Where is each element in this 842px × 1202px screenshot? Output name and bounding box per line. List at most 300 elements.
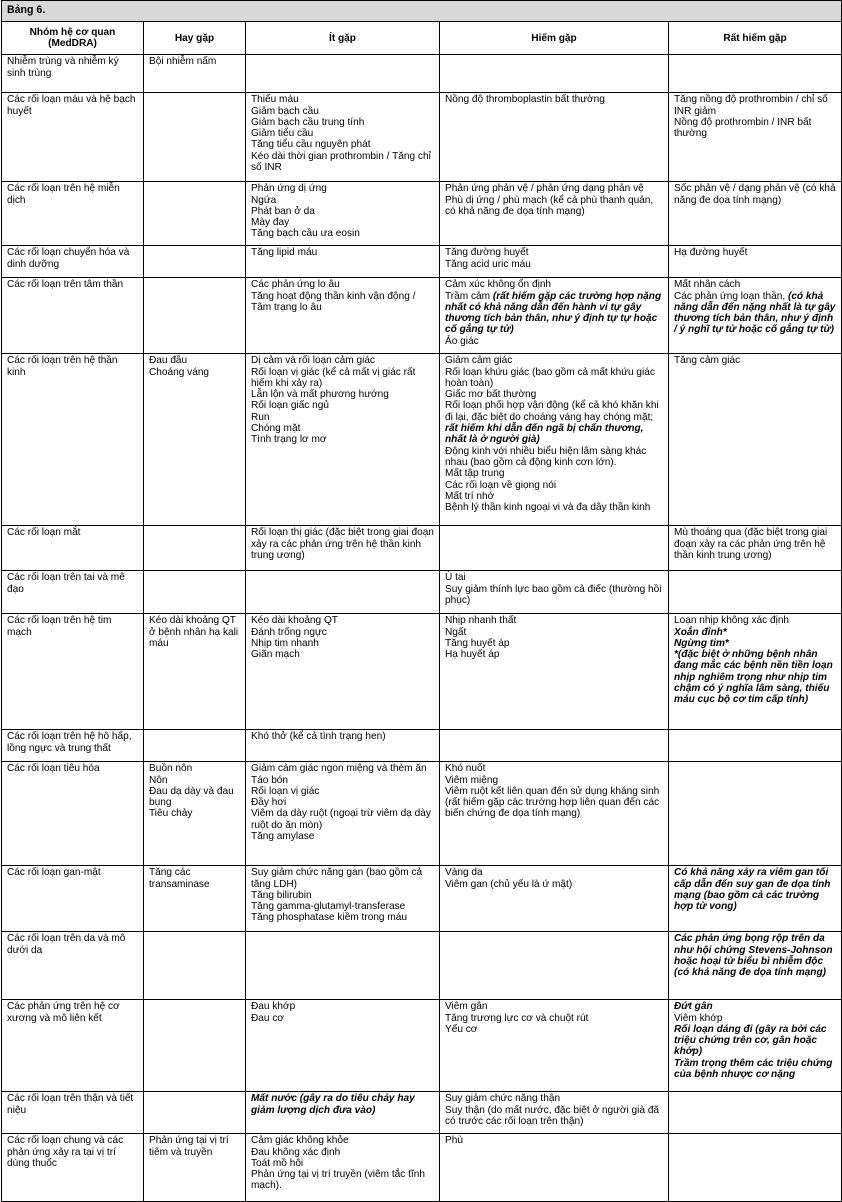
very-rare-cell — [669, 571, 842, 614]
cell-text: Các rối loạn trên hệ tim mạch — [7, 615, 112, 638]
cell-text: Tăng phosphatase kiềm trong máu — [251, 912, 407, 924]
cell-text: Cảm giác không khỏe — [251, 1135, 349, 1147]
rare-cell — [440, 1092, 669, 1134]
cell-text: Đau đầu — [149, 355, 188, 367]
cell-text: Choáng váng — [149, 366, 210, 378]
table-body — [2, 55, 842, 1202]
cell-line — [7, 1135, 138, 1169]
common-cell — [144, 1092, 246, 1134]
common-cell — [144, 526, 246, 571]
cell-text: Phát ban ở da — [251, 205, 315, 217]
cell-text: Các phản ứng lo âu — [251, 279, 340, 291]
rare-cell — [440, 762, 669, 866]
rare-cell — [440, 354, 669, 526]
cell-text: Viêm gân — [445, 1001, 488, 1013]
cell-line — [445, 763, 663, 774]
very-rare-cell — [669, 1000, 842, 1092]
cell-line — [445, 1001, 663, 1012]
cell-text: Lẫn lộn và mất phương hướng — [251, 389, 389, 401]
rare-cell — [440, 730, 669, 762]
emphasized-text: Có khả năng xảy ra viêm gan tối cấp dẫn đến suy gan đe dọa tính mạng (bao gồm cả các trường hợp tử vong) — [674, 867, 831, 913]
cell-text: Phản ứng tại vị trí truyền (viêm tắc tĩnh mạch). — [251, 1169, 425, 1192]
organ-system-cell — [2, 1000, 144, 1092]
cell-text: Tăng bilirubin — [251, 889, 312, 901]
cell-text: Phản ứng tại vị trí tiêm và truyền — [149, 1135, 229, 1158]
cell-line — [445, 355, 663, 366]
cell-text: Ù tai — [445, 572, 466, 584]
organ-system-cell — [2, 246, 144, 278]
uncommon-cell — [246, 526, 440, 571]
cell-text: Hạ đường huyết — [674, 247, 748, 259]
cell-line — [445, 446, 663, 469]
cell-text: Các phản ứng trên hệ cơ xương và mô liên kết — [7, 1001, 120, 1024]
cell-line — [445, 259, 663, 270]
cell-text: Khó nuốt — [445, 763, 486, 775]
cell-line — [674, 355, 836, 366]
very-rare-cell — [669, 278, 842, 354]
cell-line — [445, 195, 663, 218]
cell-line — [251, 797, 434, 808]
cell-line — [251, 627, 434, 638]
cell-line — [149, 786, 240, 809]
uncommon-cell — [246, 182, 440, 246]
uncommon-cell — [246, 571, 440, 614]
cell-text: Các rối loạn trên tai và mê đạo — [7, 572, 125, 595]
cell-line — [445, 480, 663, 491]
uncommon-cell — [246, 730, 440, 762]
uncommon-cell — [246, 1092, 440, 1134]
emphasized-text: Đứt gân — [674, 1001, 713, 1013]
cell-line — [445, 367, 663, 390]
rare-cell — [440, 246, 669, 278]
cell-line — [445, 572, 663, 583]
cell-text: Viêm miệng — [445, 774, 499, 786]
cell-line — [445, 502, 663, 513]
cell-line — [445, 183, 663, 194]
very-rare-cell — [669, 55, 842, 93]
header-organ-system: Nhóm hệ cơ quan (MedDRA) — [2, 22, 144, 55]
cell-text: Loạn nhịp không xác định — [674, 615, 790, 627]
table-row — [2, 55, 842, 93]
rare-cell — [440, 614, 669, 730]
cell-line — [7, 572, 138, 595]
organ-system-cell — [2, 762, 144, 866]
cell-text: Thiếu máu — [251, 94, 299, 106]
cell-line — [445, 389, 663, 400]
uncommon-cell — [246, 932, 440, 1000]
organ-system-cell — [2, 730, 144, 762]
cell-line — [445, 336, 663, 347]
table-row — [2, 182, 842, 246]
very-rare-cell — [669, 93, 842, 182]
cell-text: Run — [251, 411, 270, 423]
cell-line — [251, 615, 434, 626]
cell-text: Kéo dài khoảng QT ở bệnh nhân hạ kali máu — [149, 615, 239, 649]
cell-text: Các rối loạn mắt — [7, 527, 81, 539]
cell-line — [251, 649, 434, 660]
cell-text: Tăng gamma-glutamyl-transferase — [251, 901, 406, 913]
cell-line — [445, 400, 663, 445]
cell-text: Viêm dạ dày ruột (ngoại trừ viêm dạ dày ruột do ăn mòn) — [251, 808, 431, 831]
cell-line — [674, 117, 836, 140]
cell-line — [674, 867, 836, 912]
cell-line — [251, 217, 434, 228]
common-cell — [144, 1134, 246, 1202]
cell-line — [7, 867, 138, 878]
cell-line — [251, 912, 434, 923]
emphasized-text: Xoắn đỉnh* — [674, 626, 727, 638]
cell-text: Rối loạn giấc ngủ — [251, 400, 329, 412]
rare-cell — [440, 55, 669, 93]
cell-line — [674, 1013, 836, 1024]
cell-line — [251, 434, 434, 445]
cell-text: Đầy hơi — [251, 797, 287, 809]
cell-text: Ảo giác — [445, 335, 479, 347]
cell-text: Giảm cảm giác ngon miệng và thèm ăn — [251, 763, 427, 775]
cell-text: Nhịp nhanh thất — [445, 615, 517, 627]
cell-text: Khó thở (kể cả tình trạng hen) — [251, 731, 386, 743]
cell-line — [251, 355, 434, 366]
organ-system-cell — [2, 278, 144, 354]
cell-text: Hạ huyết áp — [445, 649, 500, 661]
cell-line — [251, 763, 434, 774]
table-row — [2, 246, 842, 278]
cell-text: Các rối loạn trên tâm thần — [7, 279, 124, 291]
cell-line — [149, 763, 240, 774]
cell-line — [251, 247, 434, 258]
organ-system-cell — [2, 866, 144, 932]
cell-text: Buồn nôn — [149, 763, 193, 775]
table-row — [2, 730, 842, 762]
cell-line — [445, 627, 663, 638]
cell-text: Táo bón — [251, 774, 289, 786]
organ-system-cell — [2, 354, 144, 526]
cell-line — [251, 1135, 434, 1146]
common-cell — [144, 93, 246, 182]
cell-line — [445, 638, 663, 649]
table-row — [2, 866, 842, 932]
cell-line — [251, 279, 434, 290]
cell-line — [445, 94, 663, 105]
cell-text: Giảm cảm giác — [445, 355, 513, 367]
cell-text: Tăng tiểu cầu nguyên phát — [251, 139, 371, 151]
cell-line — [251, 831, 434, 842]
cell-line — [251, 151, 434, 174]
common-cell — [144, 278, 246, 354]
cell-line — [251, 94, 434, 105]
cell-line — [251, 1147, 434, 1158]
cell-line — [7, 279, 138, 290]
cell-text: Các rối loạn gan-mật — [7, 867, 101, 879]
cell-text: Các rối loạn trên da và mô dưới da — [7, 933, 126, 956]
common-cell — [144, 182, 246, 246]
cell-text: Giảm tiểu cầu — [251, 128, 314, 140]
cell-line — [445, 786, 663, 820]
very-rare-cell — [669, 762, 842, 866]
cell-line — [149, 1135, 240, 1158]
cell-line — [7, 355, 138, 378]
cell-text: Tăng các transaminase — [149, 867, 210, 890]
very-rare-cell — [669, 866, 842, 932]
cell-line — [251, 412, 434, 423]
cell-text: Rối loạn thị giác (đặc biệt trong giai đoạn xảy ra các phản ứng trên hệ thần kinh trung ương) — [251, 527, 434, 561]
cell-line — [7, 94, 138, 117]
cell-line — [7, 247, 138, 270]
uncommon-cell — [246, 1000, 440, 1092]
emphasized-text: Các phản ứng bọng rộp trên da như hội chứng Stevens-Johnson hoặc hoại tử biểu bì nhiễm độc (có khả năng đe dọa tính mạng) — [674, 933, 833, 979]
cell-line — [445, 615, 663, 626]
table-row — [2, 93, 842, 182]
cell-text: Yếu cơ — [445, 1023, 478, 1035]
cell-text: Rối loạn khứu giác (bao gồm cả mất khứu giác hoàn toàn) — [445, 366, 655, 389]
organ-system-cell — [2, 932, 144, 1000]
cell-line — [149, 808, 240, 819]
uncommon-cell — [246, 55, 440, 93]
cell-line — [251, 890, 434, 901]
common-cell — [144, 571, 246, 614]
cell-line — [251, 527, 434, 561]
organ-system-cell — [2, 93, 144, 182]
cell-line — [251, 1013, 434, 1024]
cell-line — [674, 94, 836, 117]
cell-line — [445, 1024, 663, 1035]
cell-line — [251, 808, 434, 831]
cell-line — [445, 291, 663, 336]
cell-line — [674, 291, 836, 336]
cell-text: Trầm cảm — [445, 290, 493, 302]
cell-text: Bệnh lý thần kinh ngoại vi và đa dây thần kinh — [445, 502, 651, 514]
table-row — [2, 932, 842, 1000]
cell-text: Nhiễm trùng và nhiễm ký sinh trùng — [7, 56, 119, 79]
cell-line — [251, 775, 434, 786]
uncommon-cell — [246, 1134, 440, 1202]
cell-text: Tăng trương lực cơ và chuột rút — [445, 1012, 589, 1024]
cell-line — [251, 731, 434, 742]
cell-line — [251, 638, 434, 649]
table-row — [2, 1134, 842, 1202]
very-rare-cell — [669, 932, 842, 1000]
cell-line — [445, 279, 663, 290]
cell-text: Các rối loạn trên hệ miễn dịch — [7, 183, 120, 206]
table-row — [2, 1000, 842, 1092]
emphasized-text: rất hiếm khi dẫn đến ngã bị chấn thương, nhất là ở người già) — [445, 423, 644, 446]
emphasized-text: (rất hiếm gặp các trường hợp nặng nhất có khả năng dẫn đến hành vi tự gây thương tích bản thân, như ý định tự tự hoặc cố gắng tự tử) — [445, 290, 662, 336]
cell-text: Phù dị ứng / phù mạch (kể cả phù thanh quản, có khả năng đe dọa tính mạng) — [445, 194, 654, 217]
cell-text: Tình trạng lơ mơ — [251, 434, 327, 446]
common-cell — [144, 866, 246, 932]
rare-cell — [440, 182, 669, 246]
rare-cell — [440, 571, 669, 614]
cell-text: Mất tập trung — [445, 468, 505, 480]
cell-line — [445, 1013, 663, 1024]
cell-text: Các phản ứng loạn thần, — [674, 290, 788, 302]
cell-text: Giấc mơ bất thường — [445, 389, 537, 401]
very-rare-cell — [669, 730, 842, 762]
cell-text: Ngất — [445, 626, 467, 638]
cell-line — [251, 867, 434, 890]
cell-text: Tăng nồng độ prothrombin / chỉ số INR giảm — [674, 94, 828, 117]
cell-text: Ngứa — [251, 194, 277, 206]
organ-system-cell — [2, 571, 144, 614]
cell-line — [674, 627, 836, 638]
header-rare: Hiếm gặp — [440, 22, 669, 55]
cell-line — [251, 228, 434, 239]
cell-text: Động kinh với nhiều biểu hiện lâm sàng khác nhau (bao gồm cả động kinh cơn lớn). — [445, 445, 647, 468]
cell-text: Suy giảm chức năng gan (bao gồm cả tăng LDH) — [251, 867, 423, 890]
cell-line — [445, 775, 663, 786]
cell-text: Các rối loạn máu và hệ bạch huyết — [7, 94, 136, 117]
cell-text: Các rối loạn chung và các phản ứng xảy ra tại vị trí dùng thuốc — [7, 1135, 124, 1169]
rare-cell — [440, 1000, 669, 1092]
organ-system-cell — [2, 526, 144, 571]
adverse-reactions-table — [1, 0, 842, 1202]
very-rare-cell — [669, 246, 842, 278]
cell-text: Các rối loạn trên hệ hô hấp, lồng ngực và trung thất — [7, 731, 132, 754]
cell-text: Viêm gan (chủ yếu là ứ mật) — [445, 878, 573, 890]
cell-line — [251, 400, 434, 411]
cell-line — [7, 763, 138, 774]
cell-line — [7, 1093, 138, 1116]
cell-line — [251, 291, 434, 314]
cell-line — [149, 367, 240, 378]
header-very-rare: Rất hiếm gặp — [669, 22, 842, 55]
table-row — [2, 1092, 842, 1134]
table-row — [2, 614, 842, 730]
cell-text: Rối loạn vị giác — [251, 785, 320, 797]
cell-line — [674, 649, 836, 705]
uncommon-cell — [246, 866, 440, 932]
organ-system-cell — [2, 182, 144, 246]
cell-line — [445, 1093, 663, 1104]
cell-line — [445, 1135, 663, 1146]
cell-text: Tăng cảm giác — [674, 355, 741, 367]
uncommon-cell — [246, 762, 440, 866]
cell-line — [445, 247, 663, 258]
cell-text: Đau không xác định — [251, 1146, 341, 1158]
cell-text: Tăng huyết áp — [445, 637, 510, 649]
cell-line — [7, 615, 138, 638]
cell-line — [149, 56, 240, 67]
cell-text: Viêm ruột kết liên quan đến sử dụng kháng sinh (rất hiếm gặp các trường hợp liên quan đến các biến chứng đe dọa tính mạng) — [445, 785, 660, 820]
cell-text: Giảm bạch cầu — [251, 105, 319, 117]
cell-line — [251, 389, 434, 400]
cell-text: Tăng acid uric máu — [445, 258, 531, 270]
cell-text: Đánh trống ngực — [251, 626, 327, 638]
cell-text: Bội nhiễm nấm — [149, 56, 217, 68]
uncommon-cell — [246, 246, 440, 278]
cell-text: Suy giảm thính lực bao gồm cả điếc (thường hồi phục) — [445, 583, 662, 606]
cell-text: Tiêu chảy — [149, 808, 193, 820]
rare-cell — [440, 93, 669, 182]
rare-cell — [440, 526, 669, 571]
table-title: Bảng 6. — [2, 1, 842, 22]
cell-text: Nhịp tim nhanh — [251, 637, 319, 649]
cell-line — [7, 183, 138, 206]
cell-line — [251, 128, 434, 139]
cell-text: Cảm xúc không ổn định — [445, 279, 552, 291]
header-uncommon: Ít gặp — [246, 22, 440, 55]
emphasized-text: Trầm trọng thêm các triệu chứng của bệnh nhược cơ nặng — [674, 1057, 833, 1081]
cell-text: Kéo dài thời gian prothrombin / Tăng chỉ số INR — [251, 150, 431, 174]
cell-line — [445, 468, 663, 479]
very-rare-cell — [669, 182, 842, 246]
cell-text: Phản ứng phản vệ / phản ứng dạng phản vệ — [445, 183, 644, 195]
cell-line — [674, 638, 836, 649]
organ-system-cell — [2, 1134, 144, 1202]
cell-line — [251, 139, 434, 150]
cell-line — [7, 527, 138, 538]
cell-text: Các rối loạn về giọng nói — [445, 479, 557, 491]
cell-text: Chóng mặt — [251, 423, 301, 435]
very-rare-cell — [669, 354, 842, 526]
cell-line — [674, 933, 836, 978]
common-cell — [144, 354, 246, 526]
cell-text: Các rối loạn tiêu hóa — [7, 763, 100, 775]
table-row — [2, 526, 842, 571]
cell-text: Đau dạ dày và đau bụng — [149, 785, 234, 809]
header-common: Hay gặp — [144, 22, 246, 55]
cell-line — [251, 423, 434, 434]
table-row — [2, 571, 842, 614]
cell-line — [251, 206, 434, 217]
cell-text: Đau khớp — [251, 1001, 296, 1013]
cell-line — [445, 867, 663, 878]
cell-line — [149, 775, 240, 786]
cell-text: Kéo dài khoảng QT — [251, 615, 338, 627]
rare-cell — [440, 1134, 669, 1202]
cell-line — [7, 933, 138, 956]
cell-text: Rối loạn vị giác (kể cả mất vị giác rất hiếm khi xảy ra) — [251, 366, 416, 389]
cell-text: Giảm bạch cầu trung tính — [251, 116, 365, 128]
common-cell — [144, 614, 246, 730]
cell-line — [7, 56, 138, 79]
cell-text: Nồng độ thromboplastin bất thường — [445, 94, 605, 106]
organ-system-cell — [2, 614, 144, 730]
cell-line — [251, 106, 434, 117]
cell-text: Mù thoáng qua (đặc biệt trong giai đoạn xảy ra các phản ứng trên hệ thần kinh trung ương) — [674, 527, 828, 561]
cell-line — [445, 879, 663, 890]
rare-cell — [440, 866, 669, 932]
cell-line — [251, 786, 434, 797]
cell-text: Dị cảm và rối loạn cảm giác — [251, 355, 375, 367]
cell-text: Suy giảm chức năng thận — [445, 1093, 561, 1105]
cell-line — [674, 1058, 836, 1081]
common-cell — [144, 246, 246, 278]
cell-line — [251, 183, 434, 194]
cell-line — [674, 615, 836, 626]
common-cell — [144, 932, 246, 1000]
cell-text: Tăng lipid máu — [251, 247, 318, 259]
cell-line — [445, 1105, 663, 1128]
cell-line — [7, 1001, 138, 1024]
cell-text: Toát mồ hôi — [251, 1157, 304, 1169]
uncommon-cell — [246, 278, 440, 354]
common-cell — [144, 762, 246, 866]
cell-text: Nôn — [149, 774, 168, 786]
cell-text: Tăng hoạt động thần kinh vận động / Tâm trạng lo âu — [251, 290, 416, 313]
cell-text: Mất nhân cách — [674, 279, 741, 291]
table-row — [2, 354, 842, 526]
emphasized-text: Ngừng tim* — [674, 637, 729, 649]
cell-line — [149, 615, 240, 649]
cell-line — [445, 649, 663, 660]
cell-text: Mất trí nhớ — [445, 490, 495, 502]
cell-text: Suy thận (do mất nước, đặc biệt ở người già đã có trước các rối loạn trên thận) — [445, 1104, 660, 1127]
cell-line — [674, 247, 836, 258]
cell-line — [251, 1001, 434, 1012]
emphasized-text: *(đặc biệt ở những bệnh nhân đang mắc các bệnh nền tiền loạn nhịp nghiêm trọng như nhịp tim chậm có ý nghĩa lâm sàng, thiếu máu cục bộ cơ tim cấp tính) — [674, 649, 833, 706]
cell-text: Sốc phản vệ / dạng phản vệ (có khả năng đe dọa tính mạng) — [674, 183, 836, 206]
